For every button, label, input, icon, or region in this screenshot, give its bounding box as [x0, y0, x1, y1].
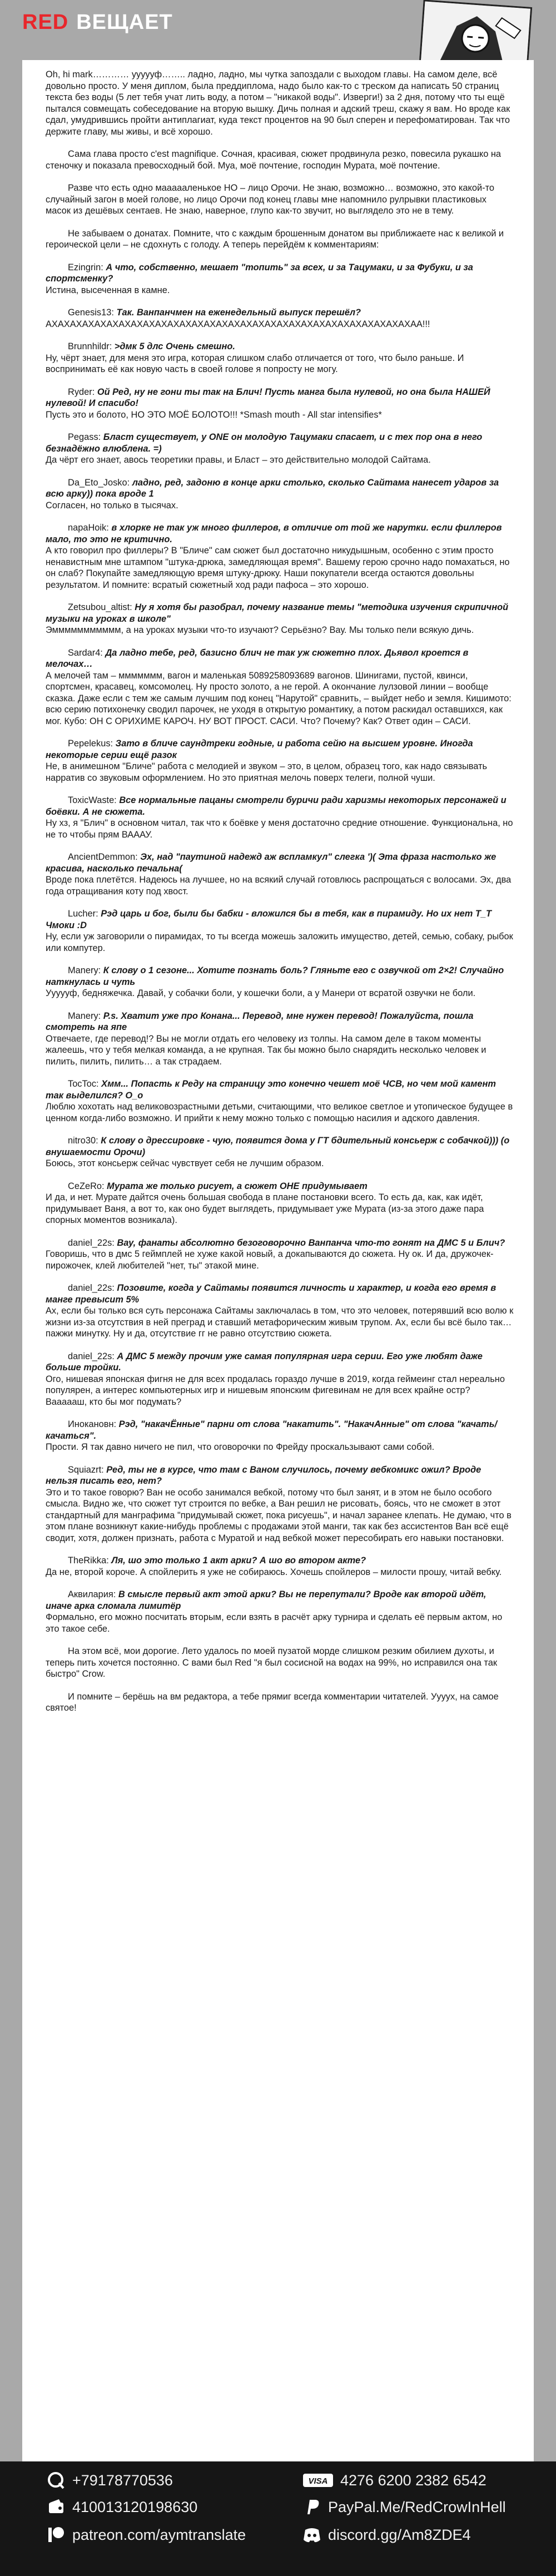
comment-quote: Да ладно тебе, ред, базисно блич не так уж сюжетно плох. Дьявол кроется в мелочах…	[46, 647, 469, 669]
comment-reply: Это и то такое говорю? Ван не особо занимался вебкой, потому что был занят, и в этом не было особого смысла. Видно же, что сюжет тут строится по вебке, а Ван решил не рисовать, боясь, что не сможет в этот стандартный для манграфима "придумывай сюжет, пока рисуешь", и начал заранее клепать. Не думаю, что в этом плане возникнут какие-нибудь проблемы с продажами этой манги, так как без ассистентов Ван всё ещё сводит, хотя, должен признать, работа с Муратой и над вебкой может пересобирать его навыки постановки.	[46, 1487, 512, 1543]
comment-quote: К слову о 1 сезоне... Хотите познать боль? Гляньте его с озвучкой от 2×2! Случайно наткнулась и чуть	[46, 965, 504, 987]
yandex-money-icon	[47, 2498, 66, 2516]
comment-author: TheRikka:	[68, 1555, 109, 1566]
comment-reply: Да не, второй короче. А спойлерить я уже не собираюсь. Хочешь спойлеров – милости прошу, читай вебку.	[46, 1567, 502, 1577]
qiwi-number: +79178770536	[72, 2472, 173, 2489]
visa-number: 4276 6200 2382 6542	[340, 2472, 487, 2489]
discord-link[interactable]	[302, 2524, 471, 2546]
comment-quote: P.s. Хватит уже про Конана... Перевод, мне нужен перевод! Пожалуйста, пошла смотреть на япе	[46, 1010, 474, 1032]
comment-author: Zetsubou_altist:	[68, 602, 132, 612]
comment-quote: Мурата же только рисует, а сюжет ОНЕ придумывает	[107, 1181, 368, 1191]
comment-quote: А что, собственно, мешает "топить" за всех, и за Тацумаки, и за Фубуки, и за спортсменку?	[46, 262, 473, 284]
intro-paragraph: Сама глава просто c'est magnifique. Сочная, красивая, сюжет продвинула резко, повесила рукашко на стеночку и показала превосходный бой. Муа, моё почтение, господин Мурата, моё почтение.	[46, 149, 502, 171]
comment-reply: Истина, высеченная в камне.	[46, 285, 170, 295]
visa-icon	[302, 2471, 334, 2490]
comment-reply: И да, и нет. Мурате дайтся очень большая свобода в плане постановки всего. То есть да, как, как идёт, придумывает Ваня, а вот то, как оно будет выглядеть, придумывает уже Мурата (из-за этого даже пара спорных моментов возникала).	[46, 1192, 484, 1225]
comment-author: daniel_22s:	[68, 1283, 115, 1293]
comment-item	[46, 1282, 514, 1340]
comment-quote: Эх, над "паутиной надежд аж вспламкул" слегка ')( Эта фраза настолько же красива, насколько печальна(	[46, 852, 497, 874]
comment-quote: А ДМС 5 между прочим уже самая популярная игра серии. Его уже любят даже больше тройки.	[46, 1351, 483, 1373]
outro-paragraph: На этом всё, мои дорогие. Лето удалось по моей пузатой морде слишком резким обилием духоты, и теперь пить хочется постоянно. С вами был Red "я был сосисной на водах на 99%, но исправился она так быстро" Crow.	[46, 1646, 498, 1679]
comment-item	[46, 602, 514, 636]
comment-quote: Хмм... Попасть к Реду на страницу это конечно чешет моё ЧСВ, но чем мой камент так выделился? O_o	[46, 1079, 496, 1101]
comment-author: Squiazrt:	[68, 1464, 104, 1475]
comment-quote: Бласт существует, у ONE он молодую Тацумаки спасает, и с тех пор она в него безнадёжно влюблена. =)	[46, 432, 483, 454]
comment-quote: в хлорке не так уж много филлеров, в отличие от той же нарутки. если филлеров мало, то это не критично.	[46, 523, 502, 544]
comment-author: Ryder:	[68, 387, 95, 397]
footer-donations	[0, 2461, 556, 2576]
comment-reply: Ну хз, я "Блич" в основном читал, так что к боёвке у меня достаточно средние отношение. Функциональна, но не то чтобы прям ВАААУ.	[46, 818, 513, 840]
comment-reply: Боюсь, этот консьерж сейчас чувствует себя не лучшим образом.	[46, 1158, 324, 1168]
svg-text:VISA: VISA	[308, 2476, 328, 2486]
comment-reply: Вроде пока плетётся. Надеюсь на лучшее, но на всякий случай готовлюсь распрощаться с волосами. Эх, два года отращивания коту под хвост.	[46, 875, 512, 896]
comment-item	[46, 1351, 514, 1408]
comment-reply: Ах, если бы только вся суть персонажа Сайтамы заключалась в том, что это человек, потерявший всю волю к жизни из-за отсутствия в ней преград и ставший метафорическим живым трупом. Ах, если бы всё было так… пажжи минутку. Ну и да, отсутствие гг не равно отсутствию сюжета.	[46, 1306, 514, 1339]
comment-author: Sardar4:	[68, 647, 103, 658]
comment-author: Pepelekus:	[68, 739, 113, 749]
comment-item	[46, 908, 514, 954]
comment-quote: Рэд, "накачЁнные" парни от слова "накатить". "НакачАнные" от слова "качать/качаться".	[46, 1419, 498, 1441]
comment-reply: Говоришь, что в дмс 5 геймплей не хуже какой новый, а докапываются до сюжета. Ну ок. И да, дружочек-пирожочек, клей любителей "нет, ты" этакой мине.	[46, 1249, 494, 1271]
comment-reply: Пусть это и болото, НО ЭТО МОЁ БОЛОТО!!! *Smash mouth - All star intensifies*	[46, 409, 382, 420]
comment-quote: Рэд царь и бог, были бы бабки - вложился бы в тебя, как в пирамиду. Но их нет T_T Чмоки :D	[46, 909, 492, 930]
comment-reply: Ну, если уж заговорили о пирамидах, то ты всегда можешь заложить имущество, детей, семью, собаку, рыбок или компутер.	[46, 932, 513, 953]
comment-item	[46, 387, 514, 421]
comment-item	[46, 738, 514, 784]
comment-quote: Позовите, когда у Сайтамы появится личность и характер, и когда его время в манге превысит 5%	[46, 1283, 497, 1305]
comment-author: Manery:	[68, 965, 101, 975]
yandex-link[interactable]	[47, 2496, 197, 2518]
comment-author: Аквилария:	[68, 1589, 116, 1599]
patreon-link[interactable]	[47, 2524, 246, 2546]
comment-item	[46, 851, 514, 897]
paypal-link[interactable]	[302, 2496, 506, 2518]
comment-author: Инокановн:	[68, 1419, 117, 1429]
comment-reply: Формально, его можно посчитать вторым, если взять в расчёт арку турнира и сделать её первым актом, но это такое себе.	[46, 1612, 503, 1634]
comment-quote: Ред, ты не в курсе, что там с Ваном случилось, почему вебкомикс ожил? Вроде нельзя писать его, нет?	[46, 1464, 481, 1486]
comment-item	[46, 262, 514, 296]
comment-author: Da_Eto_Josko:	[68, 477, 130, 488]
patreon-icon	[47, 2525, 66, 2544]
comment-reply: Отвечаете, где перевод!? Вы не могли отдать его человеку из толпы. На самом деле в таком моменты жалеешь, что у тебя мелкая команда, а не крупная. Так бы можно было снарядить несколько человек и пилить, пилить, пилить… а так страдаем.	[46, 1033, 487, 1067]
intro-paragraph: Не забываем о донатах. Помните, что с каждым брошенным донатом вы приближаете нас к великой и героической цели – не сдохнуть с голоду. А теперь перейдём к комментариям:	[46, 228, 504, 250]
comment-quote: Ой Ред, ну не гони ты так на Блич! Пусть манга была нулевой, но она была НАШЕЙ нулевой! И спасибо!	[46, 387, 490, 408]
comment-reply: А мелочей там – ммммммм, вагон и маленькая 5089258093689 вагонов. Шинигами, пустой, квинси, спортсмен, красавец, комсомолец. Ну просто золото, а не герой. А окончание лулзовой линии – вообще сказка. Даже если с тем же самым лучшим под конец "Нарутой" сравнить, – выйдет небо и земля. Кишимото: всю серию потихонечку сводил парочек, не уходя в открытую романтику, а потом раскидал оставшихся, как мог. Кубо: ОН С ОРИХИМЕ КАРОЧ. НУ ВОТ ПРОСТ. САСИ. Что? Почему? Как? Ответ один – САСИ.	[46, 670, 512, 726]
comment-item	[46, 1078, 514, 1124]
comment-item	[46, 522, 514, 591]
comment-item	[46, 1419, 514, 1453]
brand-logo	[22, 10, 173, 34]
comment-item	[46, 1464, 514, 1544]
qiwi-link[interactable]	[47, 2469, 173, 2491]
comment-reply: А кто говорил про филлеры? В "Бличе" сам сюжет был достаточно никудышным, особенно с этим просто ненавистным мне штампом "штука-дрюка, замедляющая время". Вашему герою срочно надо помахаться, но он слаб? Покупайте замедляющую время штуку-дрюку. Наши покупатели всегда остаются довольны результатом. И помните: всратый сюжетный ход ради пафоса – это хорошо.	[46, 546, 510, 590]
comment-item	[46, 1135, 514, 1170]
comment-quote: В смысле первый акт этой арки? Вы не перепутали? Вроде как второй идёт, иначе арка сломала лимитёр	[46, 1589, 487, 1611]
comment-item	[46, 965, 514, 999]
comment-item	[46, 647, 514, 727]
visa-card[interactable]	[302, 2469, 487, 2491]
comment-item	[46, 432, 514, 466]
comment-author: napaHoik:	[68, 523, 109, 533]
comment-author: CeZeRo:	[68, 1181, 105, 1191]
article-content	[46, 69, 514, 1725]
discord-address: discord.gg/Am8ZDE4	[328, 2527, 471, 2543]
comment-author: Pegass:	[68, 432, 101, 442]
comments-list	[46, 262, 514, 1635]
comment-quote: Ля, шо это только 1 акт арки? А шо во втором акте?	[111, 1555, 366, 1566]
paypal-icon	[302, 2498, 321, 2516]
comment-author: daniel_22s:	[68, 1237, 115, 1248]
comment-quote: >дмк 5 длс Очень смешно.	[114, 341, 235, 351]
discord-icon	[302, 2525, 321, 2544]
brand-red: RED	[22, 11, 69, 34]
patreon-address: patreon.com/aymtranslate	[72, 2527, 246, 2543]
comment-reply: Уууууф, бедняжечка. Давай, у собачки боли, у кошечки боли, а у Манери от всратой озвучки не боли.	[46, 988, 476, 998]
comment-reply: Прости. Я так давно ничего не пил, что оговорочки по Фрейду проскальзывают сами собой.	[46, 1442, 435, 1452]
comment-item	[46, 307, 514, 330]
comment-item	[46, 341, 514, 375]
comment-author: Genesis13:	[68, 308, 114, 318]
comment-item	[46, 1181, 514, 1226]
comment-reply: Люблю хохотать над великовозрастными детьми, считающими, что великое светлое и утопическое будущее в ценном когда-либо возможно. И прийти к нему можно только с помощью насилия и адского давления.	[46, 1102, 513, 1123]
intro-paragraph: Oh, hi mark………… уууууф…….. ладно, ладно, мы чутка запоздали с выходом главы. На самом деле, всё довольно просто. У меня диплом, была преддиплома, надо было как-то с треском да написать 50 страниц текста без воды (5 лет тебя учат лить воду, а потом – "никакой воды". Изверги!) за 2 дня, потому что ты ещё пытался совмещать собеседование на вторую вышку. Дичь полная и адский треш, скажу я вам. Но вроде как сдал, умудрившись пройти антиплагиат, куда текст процентов на 90 был сперен и перефоматирован. Так что держите главу, мы живы, и всё хорошо.	[46, 70, 510, 137]
comment-author: AncientDemmon:	[68, 852, 138, 862]
comment-reply: Да чёрт его знает, авось теоретики правы, и Бласт – это действительно молодой Сайтама.	[46, 455, 431, 465]
comment-reply: Ого, нишевая японская фигня не для всех продалась гораздо лучше в 2019, когда геймеинг стал нереально популярен, а интерес компьютерных игр и нишевым японским фигевинам не для всех крайне остр? Ваааааш, кто бы мог подумать?	[46, 1374, 505, 1407]
comment-item	[46, 1010, 514, 1068]
comment-author: TocToc:	[68, 1079, 99, 1089]
comment-item	[46, 1237, 514, 1272]
comment-quote: ладно, ред, задоню в конце арки столько, сколько Сайтама нанесет ударов за всю арку)) пока вроде 1	[46, 477, 499, 499]
comment-quote: Вау, фанаты абсолютно безоговорочно Ванпанча что-то гонят на ДМС 5 и Блич?	[117, 1237, 505, 1248]
brand-white: ВЕЩАЕТ	[76, 11, 173, 34]
comment-author: ToxicWaste:	[68, 795, 117, 805]
qiwi-icon	[47, 2471, 66, 2490]
comment-item	[46, 1589, 514, 1634]
comment-item	[46, 795, 514, 840]
comment-author: Ezingrin:	[68, 262, 103, 273]
comment-quote: Все нормальные пацаны смотрели буричи ради харизмы некоторых персонажей и боёвки. А не сюжета.	[46, 795, 507, 817]
comment-quote: К слову о дрессировке - чую, появится дома у ГТ бдительный консьерж с собачкой))) (о внушаемости Орочи)	[46, 1136, 510, 1157]
comment-author: nitro30:	[68, 1136, 98, 1146]
comment-quote: Зато в бличе саундтреки годные, и работа сейю на высшем уровне. Иногда некоторые серии ещё разок	[46, 739, 473, 760]
comment-author: Brunnhildr:	[68, 341, 112, 351]
comment-quote: Так. Ванпанчмен на еженедельный выпуск перешёл?	[116, 308, 361, 318]
header	[0, 0, 556, 36]
comment-item	[46, 477, 514, 512]
comment-quote: Ну я хотя бы разобрал, почему название темы "методика изучения скрипичной музыки на уроках в школе"	[46, 602, 509, 624]
comment-item	[46, 1555, 514, 1578]
yandex-number: 410013120198630	[72, 2499, 198, 2515]
intro-paragraph: Разве что есть одно маааааленькое НО – лицо Орочи. Не знаю, возможно… возможно, это какой-то случайный загон в моей голове, но лицо Орочи под конец главы мне напомнило рулрывки пластиковых масок из дешёвых сентаев. Не знаю, наверное, глупо как-то звучит, но выглядело это не в тему.	[46, 183, 495, 216]
comment-author: daniel_22s:	[68, 1351, 115, 1361]
comment-author: Lucher:	[68, 909, 98, 919]
comment-reply: Эммммммммммм, а на уроках музыки что-то изучают? Серьёзно? Вау. Мы только пели всякую дичь.	[46, 625, 474, 635]
comment-reply: Ну, чёрт знает, для меня это игра, которая слишком слабо отличается от того, что было раньше. И воспринимать её как новую часть в своей голове я попросту не могу.	[46, 353, 464, 374]
comment-reply: Согласен, но только в тысячах.	[46, 500, 178, 511]
paypal-address: PayPal.Me/RedCrowInHell	[328, 2499, 506, 2515]
comment-reply: Не, в анимешном "Бличе" работа с мелодией и звуком – это, в целом, образец того, как надо связывать нарратив со звуковым оформлением. Но это приятная мелочь поверх телеги, полной чуши.	[46, 761, 488, 783]
outro-paragraph: И помните – берёшь на вм редактора, а тебе прямиг всегда комментарии читателей. Уууух, на самое святое!	[46, 1691, 499, 1713]
comment-reply: АХАХАХАХАХАХАХАХАХАХАХАХАХАХАХАХАХАХАХАХАХАХАХАХАХАХАХАХАХАХАА!!!	[46, 319, 430, 329]
comment-author: Manery:	[68, 1010, 101, 1021]
